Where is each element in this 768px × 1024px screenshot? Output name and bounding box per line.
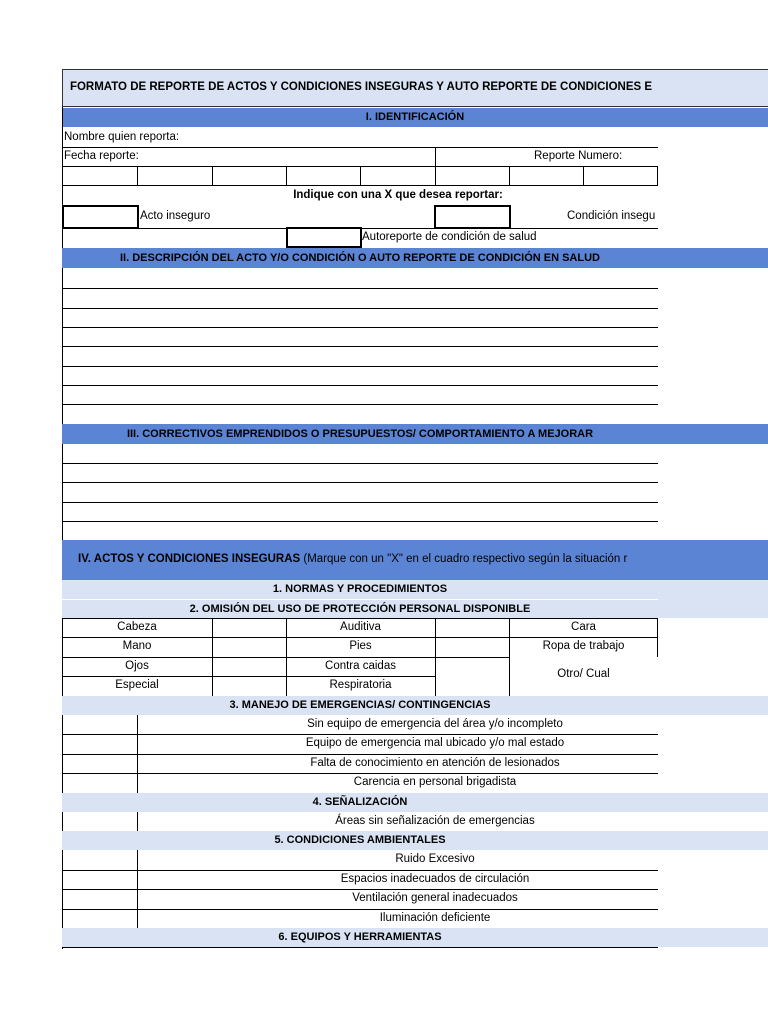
sub-normas-header bbox=[62, 580, 658, 599]
section-descripcion-header bbox=[62, 248, 658, 268]
section-correctivos-header bbox=[62, 424, 658, 444]
indique-label: Indique con una X que desea reportar: bbox=[293, 189, 503, 201]
form-title: FORMATO DE REPORTE DE ACTOS Y CONDICIONES INSEGURAS Y AUTO REPORTE DE CONDICIONES E bbox=[69, 81, 653, 93]
section-correctivos-title: III. CORRECTIVOS EMPRENDIDOS O PRESUPUESTOS/ COMPORTAMIENTO A MEJORAR bbox=[126, 428, 594, 440]
ppe-auditiva: Auditiva bbox=[340, 621, 381, 633]
ppe-mano: Mano bbox=[122, 640, 152, 652]
ambiental-item: Ruido Excesivo bbox=[395, 853, 475, 865]
acto-inseguro-checkbox[interactable] bbox=[62, 205, 139, 229]
sub-omision-header bbox=[62, 599, 658, 619]
fecha-label: Fecha reporte: bbox=[64, 150, 139, 162]
sub-omision-title: 2. OMISIÓN DEL USO DE PROTECCIÓN PERSONAL DISPONIBLE bbox=[189, 603, 531, 615]
ambiental-item: Ventilación general inadecuados bbox=[352, 892, 518, 904]
section-identificacion-title: I. IDENTIFICACIÓN bbox=[365, 111, 465, 123]
sub-ambientales-title: 5. CONDICIONES AMBIENTALES bbox=[274, 834, 446, 846]
condicion-insegura-label: Condición insegu bbox=[567, 210, 656, 222]
sub-emergencias-title: 3. MANEJO DE EMERGENCIAS/ CONTINGENCIAS bbox=[229, 699, 491, 711]
ppe-pies: Pies bbox=[349, 640, 372, 652]
ppe-ojos: Ojos bbox=[125, 660, 149, 672]
ambiental-item: Espacios inadecuados de circulación bbox=[340, 873, 530, 885]
autoreporte-label: Autoreporte de condición de salud bbox=[362, 231, 537, 243]
form-grid bbox=[62, 69, 658, 949]
report-form bbox=[62, 69, 768, 949]
section-descripcion-title: II. DESCRIPCIÓN DEL ACTO Y/O CONDICIÓN O AUTO REPORTE DE CONDICIÓN EN SALUD bbox=[120, 252, 600, 264]
emergencia-item: Carencia en personal brigadista bbox=[353, 776, 517, 788]
section-actos-header bbox=[62, 540, 768, 580]
sub-senalizacion-title: 4. SEÑALIZACIÓN bbox=[312, 796, 408, 808]
sub-ambientales-header bbox=[62, 831, 658, 850]
emergencia-item: Sin equipo de emergencia del área y/o incompleto bbox=[307, 718, 563, 730]
acto-inseguro-label: Acto inseguro bbox=[140, 210, 211, 222]
blank-input-row[interactable] bbox=[62, 166, 658, 185]
sub-equipos-header bbox=[62, 928, 658, 947]
sub-normas-title: 1. NORMAS Y PROCEDIMIENTOS bbox=[272, 583, 448, 595]
ppe-ropa-trabajo: Ropa de trabajo bbox=[542, 640, 625, 652]
condicion-insegura-checkbox[interactable] bbox=[434, 205, 511, 229]
section-actos-title bbox=[78, 550, 658, 569]
ppe-otro-cual: Otro/ Cual bbox=[557, 668, 610, 680]
sub-equipos-title: 6. EQUIPOS Y HERRAMIENTAS bbox=[278, 931, 442, 943]
nombre-label: Nombre quien reporta: bbox=[64, 131, 180, 143]
ppe-contra-caidas: Contra caidas bbox=[325, 660, 396, 672]
section-actos-title-rest: (Marque con un "X" en el cuadro respectivo según la situación r bbox=[303, 553, 628, 565]
ppe-respiratoria: Respiratoria bbox=[329, 679, 392, 691]
sub-senalizacion-header bbox=[62, 793, 658, 812]
senalizacion-item: Áreas sin señalización de emergencias bbox=[335, 815, 535, 827]
reporte-numero-label: Reporte Numero: bbox=[534, 150, 623, 162]
section-actos-title-bold: IV. ACTOS Y CONDICIONES INSEGURAS bbox=[78, 553, 301, 565]
ambiental-item: Iluminación deficiente bbox=[379, 912, 491, 924]
sub-emergencias-header bbox=[62, 696, 658, 715]
emergencia-item: Equipo de emergencia mal ubicado y/o mal estado bbox=[305, 737, 565, 749]
ppe-especial: Especial bbox=[115, 679, 159, 691]
ppe-cara: Cara bbox=[571, 621, 596, 633]
autoreporte-checkbox[interactable] bbox=[286, 227, 362, 248]
emergencia-item: Falta de conocimiento en atención de lesionados bbox=[310, 757, 560, 769]
ppe-cabeza: Cabeza bbox=[117, 621, 157, 633]
